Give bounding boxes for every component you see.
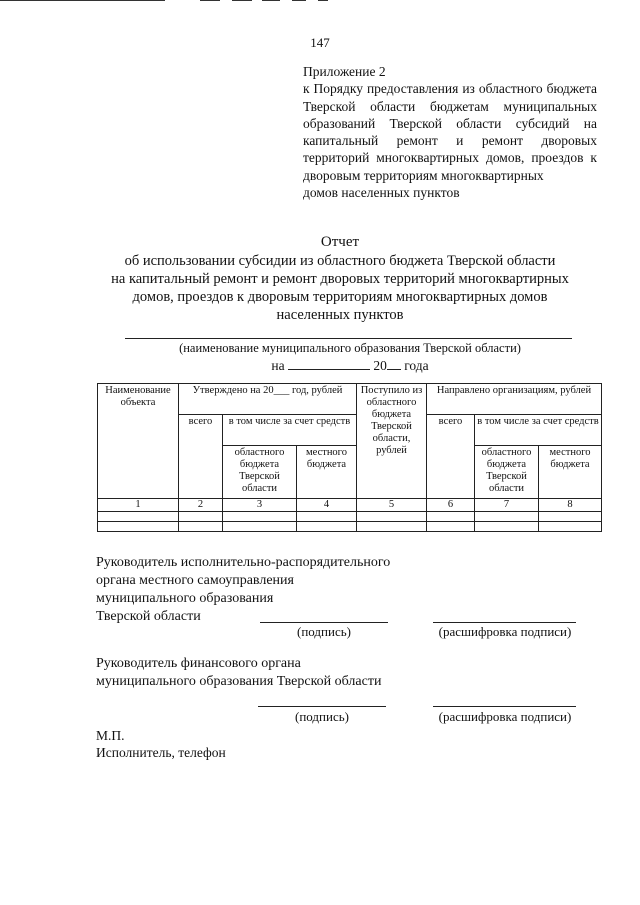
column-number: 3 (223, 499, 297, 512)
executor-phone: Исполнитель, телефон (96, 745, 226, 760)
top-rule (232, 0, 252, 1)
decoding-line (433, 706, 576, 707)
column-number: 1 (98, 499, 179, 512)
signature-caption: (подпись) (297, 624, 351, 639)
header-received: Поступило из областного бюджета Тверской области, рублей (357, 384, 427, 499)
header-regional-budget: областного бюджета Тверской области (475, 446, 539, 499)
page-number: 147 (310, 35, 330, 50)
column-number: 2 (179, 499, 223, 512)
report-date-line (100, 357, 600, 374)
appendix-header (303, 63, 597, 201)
table-row (98, 512, 602, 522)
head-exec-line: Руководитель исполнительно-распорядительного (96, 555, 391, 570)
header-approved: Утверждено на 20___ год, рублей (179, 384, 357, 415)
top-rule (292, 0, 306, 1)
column-number: 6 (427, 499, 475, 512)
header-including: в том числе за счет средств (475, 415, 602, 446)
head-exec-line: Тверской области (96, 609, 201, 624)
year-blank (387, 357, 401, 370)
column-numbers-row (98, 499, 602, 512)
header-total: всего (427, 415, 475, 499)
header-total: всего (179, 415, 223, 499)
signature-line (258, 706, 386, 707)
header-including: в том числе за счет средств (223, 415, 357, 446)
report-subtitle-line: на капитальный ремонт и ремонт дворовых территорий многоквартирных (111, 271, 569, 287)
date-suffix: года (404, 358, 429, 373)
top-rule (318, 0, 328, 1)
date-prefix: на (271, 358, 285, 373)
head-fin-title (96, 655, 381, 691)
header-sent: Направлено организациям, рублей (427, 384, 602, 415)
stamp-place: М.П. (96, 728, 125, 743)
header-regional-budget: областного бюджета Тверской области (223, 446, 297, 499)
top-rule (200, 0, 220, 1)
top-rule (262, 0, 280, 1)
decoding-line (433, 622, 576, 623)
head-exec-title (96, 554, 390, 626)
municipality-name-line (125, 338, 572, 339)
head-exec-line: органа местного самоуправления (96, 573, 294, 588)
appendix-title: Приложение 2 (303, 64, 386, 79)
report-subtitle-line: об использовании субсидии из областного бюджета Тверской области (124, 253, 556, 269)
report-subtitle (60, 252, 620, 324)
table-row (98, 522, 602, 532)
report-title: Отчет (320, 234, 360, 250)
date-year-prefix: 20 (373, 358, 387, 373)
decoding-caption: (расшифровка подписи) (438, 709, 572, 724)
header-object: Наименование объекта (98, 384, 179, 499)
header-local-budget: местного бюджета (297, 446, 357, 499)
head-fin-line: Руководитель финансового органа (96, 656, 301, 671)
top-rule (0, 0, 165, 1)
head-exec-line: муниципального образования (96, 591, 274, 606)
municipality-name-caption: (наименование муниципального образования Тверской области) (179, 341, 521, 355)
column-number: 8 (539, 499, 602, 512)
appendix-body-last: домов населенных пунктов (303, 185, 460, 201)
header-local-budget: местного бюджета (539, 446, 602, 499)
report-table (97, 383, 602, 532)
column-number: 4 (297, 499, 357, 512)
appendix-body: к Порядку предоставления из областного бюджета Тверской области бюджетам муниципальных образований Тверской области субсидий на капитальный ремонт и ремонт дворовых территорий многоквартирных домов, проездов к дворовым территориям многоквартирных (303, 81, 597, 183)
signature-caption: (подпись) (295, 709, 349, 724)
date-blank (288, 357, 370, 370)
column-number: 5 (357, 499, 427, 512)
column-number: 7 (475, 499, 539, 512)
report-subtitle-line: населенных пунктов (276, 307, 404, 323)
head-fin-line: муниципального образования Тверской области (96, 674, 382, 689)
decoding-caption: (расшифровка подписи) (438, 624, 572, 639)
report-subtitle-line: домов, проездов к дворовым территориям многоквартирных домов (132, 289, 548, 305)
signature-line (260, 622, 388, 623)
